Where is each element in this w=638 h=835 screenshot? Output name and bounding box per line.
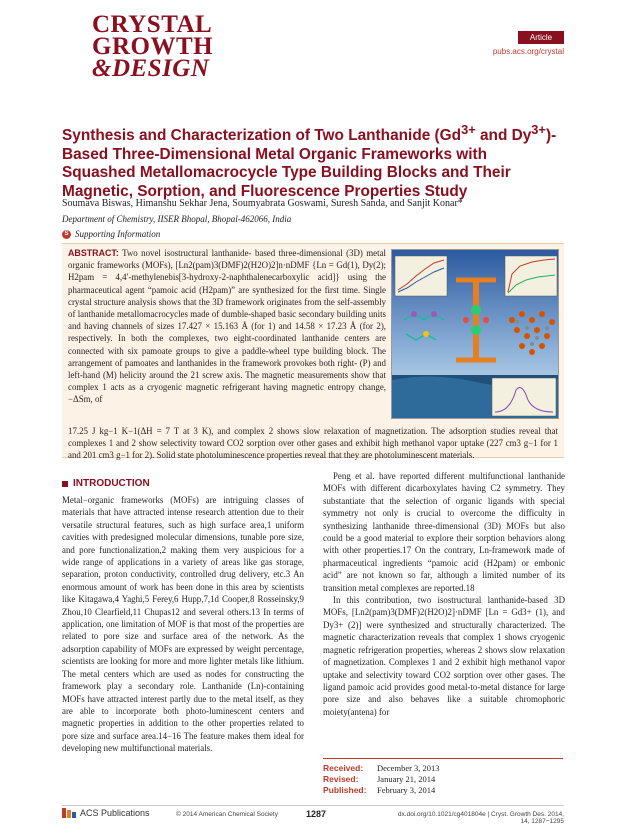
supporting-info-label: Supporting Information	[75, 229, 161, 239]
intro-column-1: Metal−organic frameworks (MOFs) are intriguing classes of materials that have attracted intense research attention due to their versatile structural features, such as high surface area,1 uniform cavities with predesigned molecular dimensions, tunable pore size, and pore functionalization,2 making them very auspicious for a wide range of applications in a variety of areas like gas storage, separation, proton conductivity, controlled drug delivery, etc.3 An enormous amount of work has been done in this area by scientists like Kitagawa,4 Yaghi,5 Ferey,6 Hupp,7,1d Cooper,8 Rosseinsky,9 Zhou,10 Clearfield,11 Chupas12 and several others.13 In terms of application, one limitation of MOF is that most of the properties are related to pore size and surface area of the network. As the adsorption capability of MOFs are expressed by weight percentage, scientists are looking for more and more lighter metals like lithium. The metal centers which are used as nodes for constructing the framework play a secondary role. Lanthanide (Ln)-containing MOFs have attracted interest partly due to the metal itself, as they are able to incorporate both photo-luminescent centers and magnetic properties in addition to the other properties related to pore size and surface area.14−16 The feature makes them ideal for developing new multifunctional materials.	[62, 495, 304, 754]
title-part: and Dy	[475, 127, 532, 145]
title-sup: 3+	[531, 122, 546, 137]
logo-line: GROWTH	[92, 33, 214, 60]
author-list: Soumava Biswas, Himanshu Sekhar Jena, Soumyabrata Goswami, Suresh Sanda, and Sanjit Konar*	[62, 198, 463, 209]
title-part: )-Based Three-Dimensional Metal Organic Frameworks with Squashed Metallomacrocycle Type Building Blocks and Their Magnetic, Sorption, and Fluorescence Properties Study	[62, 127, 557, 200]
article-type-badge: Article	[518, 31, 564, 44]
date-label: Revised:	[323, 774, 359, 784]
supporting-info-icon: S	[62, 230, 71, 239]
logo-line: CRYSTAL	[92, 11, 213, 38]
date-row	[323, 774, 563, 785]
affiliation: Department of Chemistry, IISER Bhopal, Bhopal-462066, India	[62, 214, 292, 224]
supporting-info-link[interactable]	[62, 229, 362, 239]
paragraph: In this contribution, two isostructural lanthanide-based 3D MOFs, [Ln2(pam)3(DMF)2(H2O)2]·nDMF [Ln = Gd3+ (1), and Dy3+ (2)] were synthesized and structurally characterized. The magnetic characterization reveals that complex 1 shows cryogenic magnetic refrigeration properties, whereas 2 shows slow relaxation of magnetization. Complexes 1 and 2 exhibit high methanol vapor uptake and selectivity toward CO2 sorption over other gases. The ligand pamoic acid provides good metal-to-metal distance for large pore size and also behaves like a suitable chromophoric moiety(antena) for	[323, 595, 565, 717]
date-value: December 3, 2013	[377, 763, 440, 773]
date-row	[323, 785, 563, 796]
logo-line: &DESIGN	[92, 55, 210, 82]
toc-graphic-image	[392, 250, 559, 419]
date-label: Published:	[323, 785, 367, 795]
journal-url-link[interactable]: pubs.acs.org/crystal	[492, 47, 564, 56]
doi-link[interactable]: dx.doi.org/10.1021/cg401804e | Cryst. Growth Des. 2014, 14, 1287−1295	[397, 811, 564, 825]
abstract-part1: Two novel isostructural lanthanide- based three-dimensional (3D) metal organic frameworks (MOFs), [Ln2(pam)3(DMF)2(H2O)2]n·nDMF {Ln = Gd(1), Dy(2); H2pam = 4,4′-methylenebis[3-hydroxy-2-naphthalenecarboxylic acid]} using the pharmaceutical agent “pamoic acid (H2pam)” are synthesized for the first time. Single crystal structure analysis shows that the 3D framework originates from the self-assembly of lanthanide metallomacrocycles made of dumble-shaped basic secondary building units and having channels of sizes 17.427 × 15.163 Å (for 1) and 14.58 × 17.23 Å (for 2), respectively. In both the complexes, two eight-coordinated lanthanide centers are connected with six pamoate groups to give a paddle-wheel type building block. The arrangement of pamoates and lanthanides in the framework provokes both right- (P) and left-hand (M) helicity around the 21 screw axis. The magnetic measurements show that complex 1 acts as a cryogenic magnetic refrigerant having magnetic entropy change, −ΔSm, of	[68, 248, 386, 405]
section-marker	[62, 481, 68, 487]
title-sup: 3+	[461, 122, 476, 137]
abstract-label: ABSTRACT:	[68, 248, 119, 258]
page-number: 1287	[306, 809, 327, 819]
toc-graphic	[391, 249, 559, 419]
copyright: © 2014 American Chemical Society	[176, 811, 278, 818]
acs-logo-icon	[62, 808, 76, 818]
abstract-text	[68, 247, 386, 406]
publisher-logo	[62, 808, 150, 818]
section-heading-introduction	[62, 478, 150, 489]
paragraph: Peng et al. have reported different multifunctional lanthanide MOFs with different dicarboxylates having C2 symmetry. They substantiate that the selection of organic ligands with special symmetry not only is crucial to overcome the difficulty in synthesizing lanthanide three-dimensional (3D) MOFs but also could be a good material to explore their sorption behaviors along with other properties.17 On the contrary, Ln-framework made of pharmaceutical ingredients “pamoic acid (H2pam) or embonic acid” are not known so far, although a limited number of its transition metal complexes are reported.18	[323, 471, 565, 593]
intro-column-2	[323, 470, 565, 718]
publisher-name: ACS Publications	[80, 808, 150, 818]
title-part: Synthesis and Characterization of Two Lanthanide (Gd	[62, 127, 462, 145]
date-row	[323, 763, 563, 774]
date-label: Received:	[323, 763, 364, 773]
section-heading-label: INTRODUCTION	[73, 478, 150, 489]
publication-dates	[323, 758, 563, 796]
date-value: February 3, 2014	[377, 785, 436, 795]
abstract-continued: 17.25 J kg−1 K−1(ΔH = 7 T at 3 K), and complex 2 shows slow relaxation of magnetization. The adsorption studies reveal that complexes 1 and 2 show selectivity toward CO2 sorption over other gases and exhibit high methanol vapor uptake (227 cm3 g−1 for 1 and 201 cm3 g−1 for 2). Solid state photoluminescence properties reveal that they are photoluminescent materials.	[68, 426, 558, 461]
paper-title	[62, 121, 562, 201]
date-value: January 21, 2014	[377, 774, 436, 784]
footer-divider	[62, 805, 564, 806]
journal-logo	[92, 11, 242, 82]
